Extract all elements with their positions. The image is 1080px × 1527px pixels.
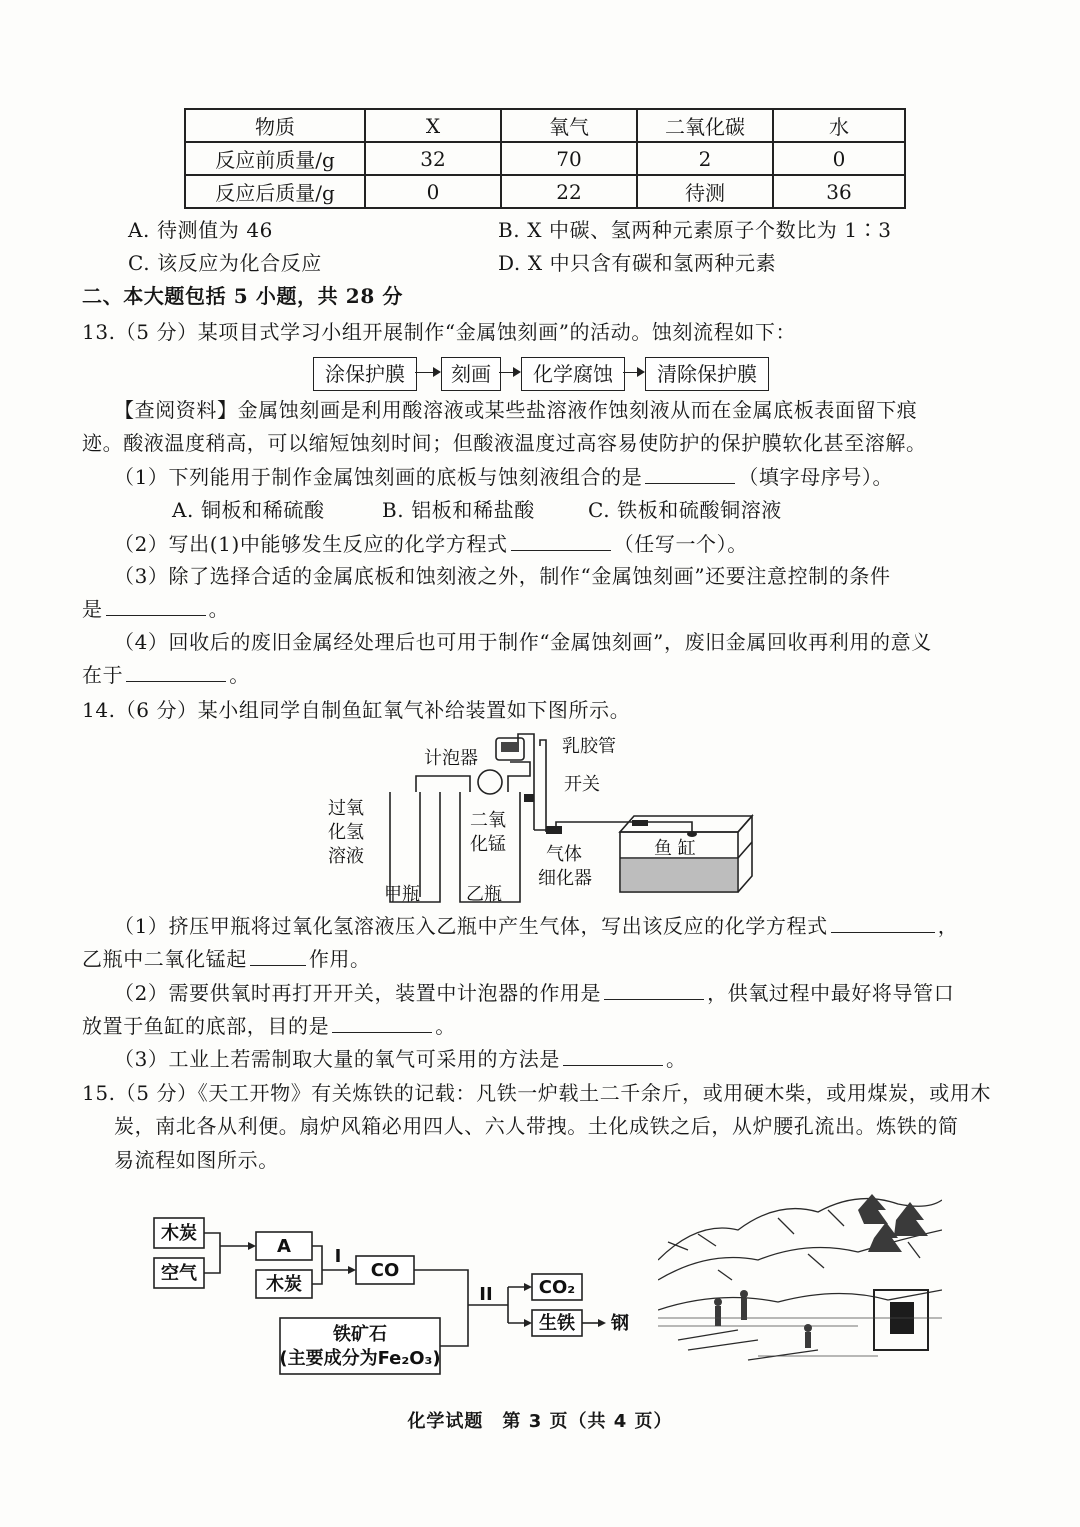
answer-blank[interactable] [831,912,935,933]
oxygen-supply-diagram [320,732,760,912]
table-cell: 2 [637,142,773,175]
q13-p3-tail: 。 [208,597,230,621]
q13-part4-line2 [82,661,250,689]
q14-part2-line1 [114,979,954,1007]
reaction-mass-table [184,108,906,209]
label-air: 空气 [161,1263,197,1284]
table-cell: 0 [365,175,501,208]
label-co: CO [370,1260,400,1281]
answer-blank[interactable] [250,945,306,966]
table-cell: 70 [501,142,637,175]
q15-line1: 15.（5 分）《天工开物》有关炼铁的记载：凡铁一炉载土二千余斤，或用硬木柴，或用煤炭，或用木 [82,1081,992,1105]
label-mno2-2: 化锰 [470,834,506,855]
label-ore-2: (主要成分为Fe₂O₃) [279,1348,441,1369]
table-header-row [185,109,905,142]
label-charcoal-2: 木炭 [266,1274,302,1295]
answer-blank[interactable] [332,1012,432,1033]
table-cell: 物质 [185,109,365,142]
ironmaking-woodcut-illustration [658,1190,942,1366]
q14-p1-tail: ， [937,914,959,938]
label-charcoal-1: 木炭 [161,1223,197,1244]
q13-p2-tail: （任写一个）。 [613,532,748,556]
q13-p4-tail: 。 [229,663,250,687]
q15-line3: 易流程如图所示。 [114,1148,279,1172]
answer-blank[interactable] [563,1045,663,1066]
label-bottle-b: 乙瓶 [466,884,502,905]
table-cell: 二氧化碳 [637,109,773,142]
q14-stem: 14.（6 分）某小组同学自制鱼缸氧气补给装置如下图所示。 [82,698,631,722]
table-cell: 反应前质量/g [185,142,365,175]
q14-p3-tail: 。 [665,1047,687,1071]
label-steel: 钢 [611,1313,629,1334]
answer-blank[interactable] [126,661,226,682]
q14-part1-line1 [114,912,958,940]
q13-material-1: 【查阅资料】金属蚀刻画是利用酸溶液或某些盐溶液作蚀刻液从而在金属底板表面留下痕 [114,398,918,422]
label-latex-tube: 乳胶管 [562,736,616,757]
option-b: B. X 中碳、氢两种元素原子个数比为 1∶3 [498,218,892,242]
switch-shape [524,794,534,802]
q13-p1-text: （1）下列能用于制作金属蚀刻画的底板与蚀刻液组合的是 [114,465,643,489]
q14-part1-line2 [82,945,371,973]
q14-p1-text: （1）挤压甲瓶将过氧化氢溶液压入乙瓶中产生气体，写出该反应的化学方程式 [114,914,828,938]
label-mno2-1: 二氧 [470,810,506,831]
q13-part1 [114,463,893,491]
answer-blank[interactable] [604,979,704,1000]
answer-blank[interactable] [511,530,611,551]
table-cell: X [365,109,501,142]
flow-step-3: 化学腐蚀 [521,357,625,391]
label-counter: 计泡器 [424,748,478,769]
option-d: D. X 中只含有碳和氢两种元素 [498,251,777,275]
flow-arrow [415,372,439,373]
label-h2o2-3: 溶液 [328,846,364,867]
label-pig-iron: 生铁 [539,1313,575,1334]
q13-part3-line2 [82,595,229,623]
page-footer: 化学试题 第 3 页（共 4 页） [407,1411,673,1432]
label-ore-1: 铁矿石 [333,1324,387,1345]
option-a: A. 待测值为 46 [128,218,273,242]
q14-p3-text: （3）工业上若需制取大量的氧气可采用的方法是 [114,1047,560,1071]
q14-p1-tail2: 作用。 [308,947,371,971]
q14-p2-tail: ，供氧过程中最好将导管口 [707,981,955,1005]
q13-p3-text: 是 [82,597,103,621]
flow-arrow [499,372,519,373]
q13-material-2: 迹。酸液温度稍高，可以缩短蚀刻时间；但酸液温度过高容易使防护的保护膜软化甚至溶解。 [82,431,927,455]
label-a: A [277,1236,291,1257]
table-cell: 36 [773,175,905,208]
label-step-2: II [479,1284,493,1305]
q13-part2 [114,530,748,558]
label-refiner-2: 细化器 [538,868,592,889]
answer-blank[interactable] [645,463,735,484]
table-cell: 反应后质量/g [185,175,365,208]
table-cell: 22 [501,175,637,208]
q13-p4-text: 在于 [82,663,124,687]
q14-p1-text2: 乙瓶中二氧化锰起 [82,947,247,971]
section-title: 二、本大题包括 5 小题，共 28 分 [82,284,403,308]
flow-arrow [623,372,643,373]
refiner-shape [546,826,562,834]
q14-part2-line2 [82,1012,456,1040]
q13-opt-b: B. 铝板和稀盐酸 [382,498,535,522]
label-switch: 开关 [564,774,600,795]
label-co2: CO₂ [538,1277,576,1298]
q14-part3 [114,1045,687,1073]
option-c: C. 该反应为化合反应 [128,251,322,275]
q14-p2-tail2: 。 [435,1014,456,1038]
label-h2o2-2: 化氢 [328,822,364,843]
label-h2o2-1: 过氧 [328,798,364,819]
flow-step-4: 清除保护膜 [645,357,769,391]
table-cell: 水 [773,109,905,142]
q13-p2-text: （2）写出(1)中能够发生反应的化学方程式 [114,532,508,556]
tank-water [621,859,737,891]
q13-opt-a: A. 铜板和稀硫酸 [172,498,325,522]
table-cell: 32 [365,142,501,175]
q13-part3-line1: （3）除了选择合适的金属底板和蚀刻液之外，制作“金属蚀刻画”还要注意控制的条件 [114,564,891,588]
q14-p2-text: （2）需要供氧时再打开开关，装置中计泡器的作用是 [114,981,602,1005]
flow-step-2: 刻画 [441,357,501,391]
answer-blank[interactable] [106,595,206,616]
table-cell: 0 [773,142,905,175]
label-bottle-a: 甲瓶 [384,884,420,905]
table-cell: 氧气 [501,109,637,142]
ironmaking-flowchart [150,1210,640,1380]
table-row [185,142,905,175]
q15-line2: 炭，南北各从利便。扇炉风箱必用四人、六人带拽。土化成铁之后，从炉腰孔流出。炼铁的简 [114,1114,959,1138]
table-cell: 待测 [637,175,773,208]
table-row [185,175,905,208]
flow-step-1: 涂保护膜 [313,357,417,391]
q13-part4-line1: （4）回收后的废旧金属经处理后也可用于制作“金属蚀刻画”，废旧金属回收再利用的意义 [114,630,932,654]
q13-p1-tail: （填字母序号）。 [738,465,894,489]
q13-stem: 13.（5 分）某项目式学习小组开展制作“金属蚀刻画”的活动。蚀刻流程如下： [82,320,797,344]
label-refiner-1: 气体 [546,844,582,865]
q14-p2-text2: 放置于鱼缸的底部，目的是 [82,1014,330,1038]
label-tank: 鱼 缸 [654,838,696,859]
q13-opt-c: C. 铁板和硫酸铜溶液 [588,498,782,522]
label-step-1: I [334,1246,342,1267]
